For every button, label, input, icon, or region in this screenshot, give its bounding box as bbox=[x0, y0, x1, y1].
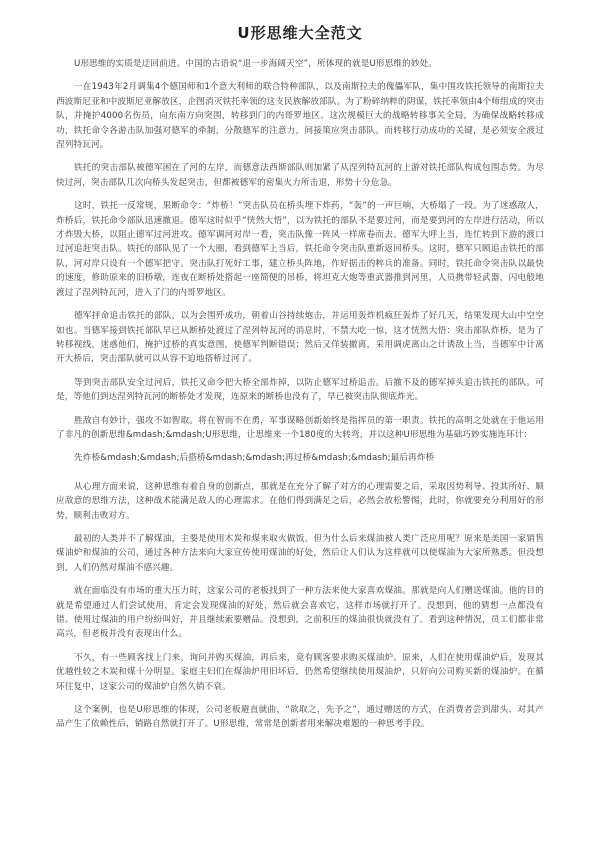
paragraph-psychology: 从心理方面来说，这种思维有着自身的创新点，那就是在充分了解了对方的心理需要之后，采取因势利导、投其所好、顺应敌意的思维方法，这种战术能满足敌人的心理需求。在他们得到满足之后，必然会放松警惕，此时，你就要充分利用好的形势，顺利击败对方。 bbox=[56, 481, 544, 521]
paragraph-encircled: 铁托的突击部队被德军困在了河的左岸，而德意法西斯部队则加紧了从涅列特瓦河的上游对铁托部队构成包围态势。为尽快过河，突击部队几次向桥头发起突击，但都被德军的密集火力所击退，形势十分危急。 bbox=[56, 163, 544, 188]
paragraph-second-demolition: 等到突击部队安全过河后，铁托又命令把大桥全部炸掉，以防止德军过桥追击。后撤不及的德军掉头追击铁托的部队。可是，等他们到达涅列特瓦河的断桥处才发现，连原来的断桥也没有了，早已被突击队彻底炸光。 bbox=[56, 377, 544, 403]
paragraph-german-realization: 德军抨命追击铁托的部队，以为会围歼成功，朝着山谷持续炮击，并运用轰炸机疯狂轰炸了好几天，结果发现大山中空空如也。当德军接到铁托部队早已从断桥处渡过了涅列特瓦河的消息时，不禁大吃一惊，这才恍然大悟：突击部队炸桥，是为了转移视线，迷惑他们，掩护过桥的真实意图，使德军判断错误；然后又佯装撤离，采用调虎离山之计诱敌上当，当德军中计离开大桥后，突击部队就可以从容不迫地搭桥过河了。 bbox=[56, 311, 544, 365]
paragraph-background: 一在1943年2月调集4个德国师和1个意大利师的联合特种部队，以及南斯拉夫的傀儡军队，集中围攻铁托领导的南斯拉夫西波斯尼亚和中波斯尼亚解放区，企图消灭铁托率领的这支民族解放部队。为了粉碎纳粹的阴谋，铁托率领由4个师组成的突击队，并掩护4000名伤员，向东南方向突围，转移到门的内哥罗地区。这次规模巨大的战略转移事关全局，为确保战略转移成功，铁托命令各游击队加强对德军的牵制，分散德军的注意力，间接策应突击部队。而转移行动成功的关键，是必须安全渡过涅列特瓦河。 bbox=[56, 82, 544, 151]
paragraph-sequence: 先炸桥&mdash;&mdash;后搭桥&mdash;&mdash;再过桥&mdash;&mdash;最后再炸桥 bbox=[74, 453, 435, 464]
paragraph-intro: U形思维的实质是迂回前进。中国的古语说“退一步海阔天空”，所体现的就是U形思维的妙处。 bbox=[74, 59, 438, 69]
paragraph-conclusion: 这个案例，也是U形思维的体现，公司老板避直就曲，“欲取之，先予之”，通过赠送的方式，在消费者尝到甜头、对其产品产生了依赖性后，销路自然就打开了。U形思维，常常是创新者用来解决难题的一种思考手段。 bbox=[56, 705, 544, 730]
document-title: U形思维大全范文 bbox=[237, 24, 363, 42]
paragraph-kerosene-origin: 最初的人类并不了解煤油，主要是使用木炭和煤来取火做饭。但为什么后来煤油被人类广泛应用呢？原来是美国一家销售煤油炉和煤油的公司，通过各种方法来向大家宣传使用煤油的好处，然后让人们认为这样就可以使煤油为大家所熟悉。但没想到，人们仍然对煤油不感兴趣。 bbox=[56, 533, 544, 573]
paragraph-stove-sales: 不久，有一些顾客找上门来，询问并购买煤油，再后来，竟有顾客要求购买煤油炉。原来，人们在使用煤油炉后，发现其优越性较之木炭和煤十分明显。家庭主妇们在煤油炉用旧坏后，仍然希望继续使用煤油炉，只好向公司购买新的煤油炉。在循环往复中，这家公司的煤油炉自然久销不衰。 bbox=[56, 652, 544, 692]
paragraph-bridge-blown: 这时，铁托一反常规，果断命令：“炸桥！”突击队员在桥头埋下炸药，“轰”的一声巨响，大桥塌了一段。为了迷惑敌人，炸桥后，铁托命令部队迅速撤退。德军这时似乎“恍然大悟”，以为铁托的部队不是要过河，而是要到河的左岸进行活动，所以才炸毁大桥，以阻止德军过河进攻。德军调河对岸一看，突击队像一阵风一样席卷而去。德军大呼上当，连忙转到下游的渡口过河追赶突击队。铁托的部队见了一个大圈，看到德军上当后，铁托命令突击队重新返回桥头。这时，德军只顾追击铁托的部队，河对岸只设有一个德军把守。突击队打死好工事，建立桥头阵地，作好据击的粹兵的准备。同时，铁托命令突击队以最快的速度，修助原来的旧桥墩，连夜在断桥处搭起一座简便的吊桥，将坦克大炮等重武器推到河里，人员携带轻武器，闪电般地渡过了涅列特瓦河，进入了门的内哥罗地区。 bbox=[56, 201, 544, 298]
paragraph-free-kerosene: 就在面临没有市场的重大压力时，这家公司的老板找到了一种方法来使大家喜欢煤油。那就是向人们赠送煤油。他的目的就是希望通过人们尝试使用，肯定会发现煤油的好处，然后就会喜欢它，这样市场就打开了。没想到，他的猜想一点都没有错。使用过煤油的用户纷纷叫好，并且继续索要赠品。没想到，之前积压的煤油很快就没有了。看到这种情况，员工们都非常高兴，但老板并没有表现出什么。 bbox=[56, 586, 544, 640]
paragraph-strategy-summary: 胜敌自有妙计，强攻不如智取。将在智而不在勇，军事谋略创新始终是指挥员的第一职责。铁托的高明之处就在于他运用了非凡的创新思维&mdash;&mdash;U形思维，让思维来一个180度的大转弯，并以这种U形思维为基础巧妙实施连环计： bbox=[56, 415, 544, 440]
